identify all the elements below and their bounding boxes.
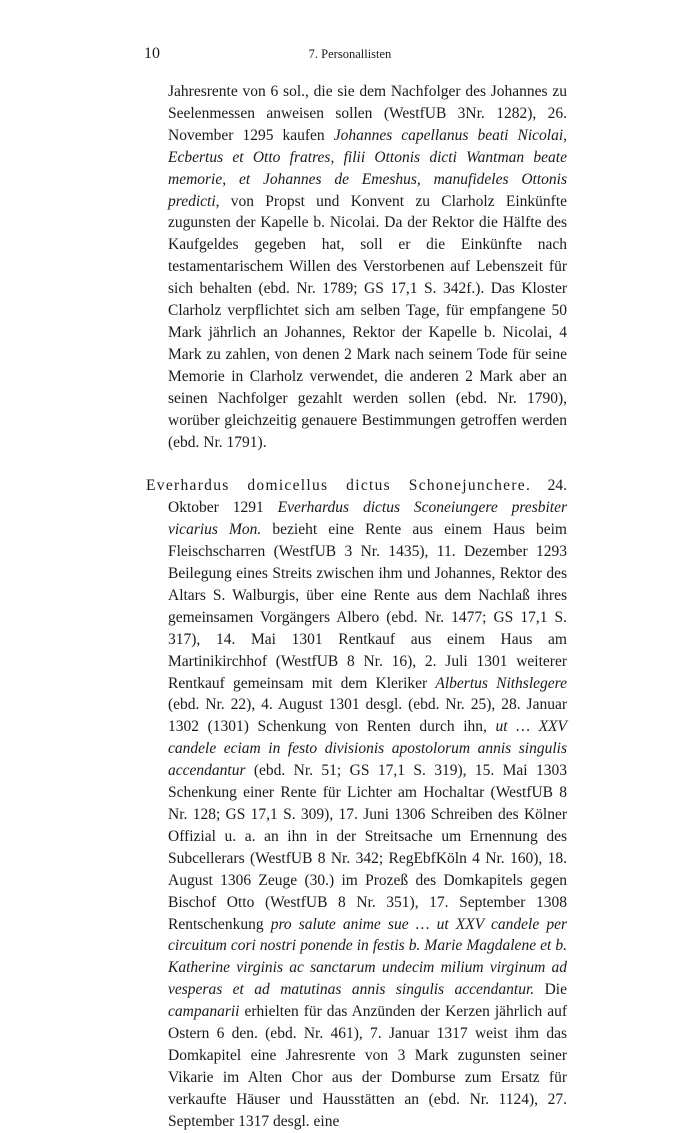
text-run: (ebd. Nr. 51; GS 17,1 S. 319), 15. Mai 1303 Schenkung einer Rente für Lichter am Hochaltar (WestfUB 8 Nr. 128; GS 17,1 S. 309), 17. Juni 1306 Schreiben des Kölner Offizial u. a. an ihn in der Streitsache um Ernennung des Subcellerars (WestfUB 8 Nr. 342; RegEbfKöln 4 Nr. 160), 18. August 1306 Zeuge (30.) im Prozeß des Domkapitels gegen Bischof Otto (WestfUB 8 Nr. 351), 17. September 1308 Rentschenkung [168,762,567,933]
paragraph-continuation [146,81,567,453]
latin-quote: Johannes capellanus beati Nicolai, Ecbertus et Otto fratres, filii Ottonis dicti Wantman beate memorie, et Johannes de Emeshus, manufideles Ottonis predicti [168,126,568,210]
text-run: , von Propst und Konvent zu Clarholz Einkünfte zugunsten der Kapelle b. Nicolai. Da der Rektor die Hälfte des Kaufgeldes gegeben hat, soll er die Einkünfte nach testamentarischem Willen des Verstorbenen auf Lebenszeit für sich behalten (ebd. Nr. 1789; GS 17,1 S. 342f.). Das Kloster Clarholz verpflichtet sich am selben Tage, für empfangene 50 Mark jährlich an Johannes, Rektor der Kapelle b. Nicolai, 4 Mark zu zahlen, von denen 2 Mark nach seinem Tode für seine Memorie in Clarholz verwendet, die anderen 2 Mark aber an seinen Nachfolger gezahlt werden sollen (ebd. Nr. 1790), worüber gleichzeitig genauere Bestimmungen getroffen werden (ebd. Nr. 1791). [168,192,567,451]
page-number: 10 [144,45,160,62]
text-run: bezieht eine Rente aus einem Haus beim Fleischscharren (WestfUB 3 Nr. 1435), 11. Dezember 1293 Beilegung eines Streits zwischen ihm und Johannes, Rektor des Altars S. Walburgis, über eine Rente aus dem Nachlaß ihres gemeinsamen Vorgängers Albero (ebd. Nr. 1477; GS 17,1 S. 317), 14. Mai 1301 Rentkauf aus einem Haus am Martinikirchhof (WestfUB 8 Nr. 16), 2. Juli 1301 weiterer Rentkauf gemeinsam mit dem Kleriker [168,521,567,692]
entry-name: Everhardus domicellus dictus Schonejunchere. [146,477,532,495]
person-name: Albertus Nithslegere [435,674,567,692]
latin-quote: Everhardus dictus Sconeiungere presbiter vicarius Mon. [168,499,567,539]
text-run: Jahresrente von 6 sol., die sie dem Nachfolger des Johannes zu Seelenmessen anweisen sollen (WestfUB 3Nr. 1282), 26. November 1295 kaufen [168,83,567,144]
latin-term: campanarii [168,1003,240,1021]
body-text [146,81,567,1133]
person-entry [146,475,567,1132]
text-run: (ebd. Nr. 22), 4. August 1301 desgl. (ebd. Nr. 25), 28. Januar 1302 (1301) Schenkung von Renten durch ihn, [168,696,567,736]
running-title: 7. Personallisten [308,47,392,61]
text-run: Die [534,981,567,999]
text-run: 24. Oktober 1291 [168,477,567,517]
text-run: erhielten für das Anzünden der Kerzen jährlich auf Ostern 6 den. (ebd. Nr. 461), 7. Januar 1317 weist ihm das Domkapitel eine Jahresrente von 3 Mark zugunsten seiner Vikarie im Alten Chor aus der Domburse zum Ersatz für verkaufte Häuser und Hausstätten an (ebd. Nr. 1124), 27. September 1317 desgl. eine [168,1003,567,1130]
latin-quote: pro salute anime sue … ut XXV candele per circuitum cori nostri ponende in festis b. Marie Magdalene et b. Katherine virginis ac sanctarum undecim milium virginum ad vesperas et ad matutinas annis singulis accendantur. [168,915,567,999]
latin-quote: ut … XXV candele eciam in festo divisionis apostolorum annis singulis accendantur [168,718,567,780]
